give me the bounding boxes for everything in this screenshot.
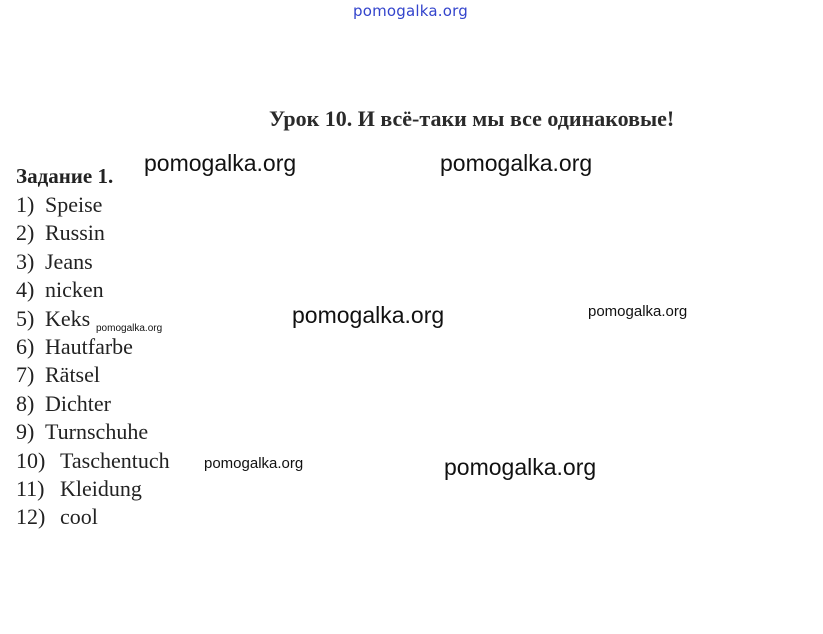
answer-item [16,333,170,361]
answer-word: Russin [45,220,105,246]
answer-number: 5) [16,305,35,331]
answer-number: 3) [16,248,35,274]
answer-number: 10) [16,447,46,473]
answer-item [16,503,170,531]
watermark: pomogalka.org [144,150,297,176]
answer-item [16,447,170,475]
answer-word: Hautfarbe [45,333,133,359]
answer-number: 6) [16,333,35,359]
answer-number: 8) [16,390,35,416]
answer-number: 4) [16,277,35,303]
answer-word: nicken [45,277,104,303]
answer-word: Taschentuch [60,447,170,473]
answer-word: Jeans [45,248,93,274]
answer-item [16,248,170,276]
answer-number: 1) [16,192,35,217]
answer-list [16,191,170,532]
watermark: pomogalka.org [588,303,688,320]
answer-word: cool [60,504,98,530]
answer-word: Keks [45,305,91,331]
answer-item [16,219,170,247]
answer-item [16,276,170,304]
lesson-title: Урок 10. И всё-таки мы все одинаковые! [269,106,675,131]
watermark: pomogalka.org [292,302,445,328]
answer-item [16,191,170,219]
answer-number: 12) [16,504,46,530]
answer-number: 9) [16,419,35,445]
watermark: pomogalka.org [444,454,597,480]
answer-item [16,361,170,389]
watermark: pomogalka.org [96,323,163,334]
watermark: pomogalka.org [204,455,304,472]
top-watermark-link[interactable]: pomogalka.org [353,2,468,20]
watermark: pomogalka.org [440,150,593,176]
answer-item [16,475,170,503]
answer-number: 11) [16,475,45,501]
answer-word: Dichter [45,390,111,416]
task-heading: Задание 1. [16,164,114,188]
answer-word: Rätsel [45,362,100,388]
answer-number: 2) [16,220,35,246]
answer-word: Turnschuhe [45,419,149,445]
answer-word: Kleidung [60,475,142,501]
answer-item [16,390,170,418]
answer-word: Speise [45,192,103,217]
answer-number: 7) [16,362,35,388]
answer-item [16,418,170,446]
